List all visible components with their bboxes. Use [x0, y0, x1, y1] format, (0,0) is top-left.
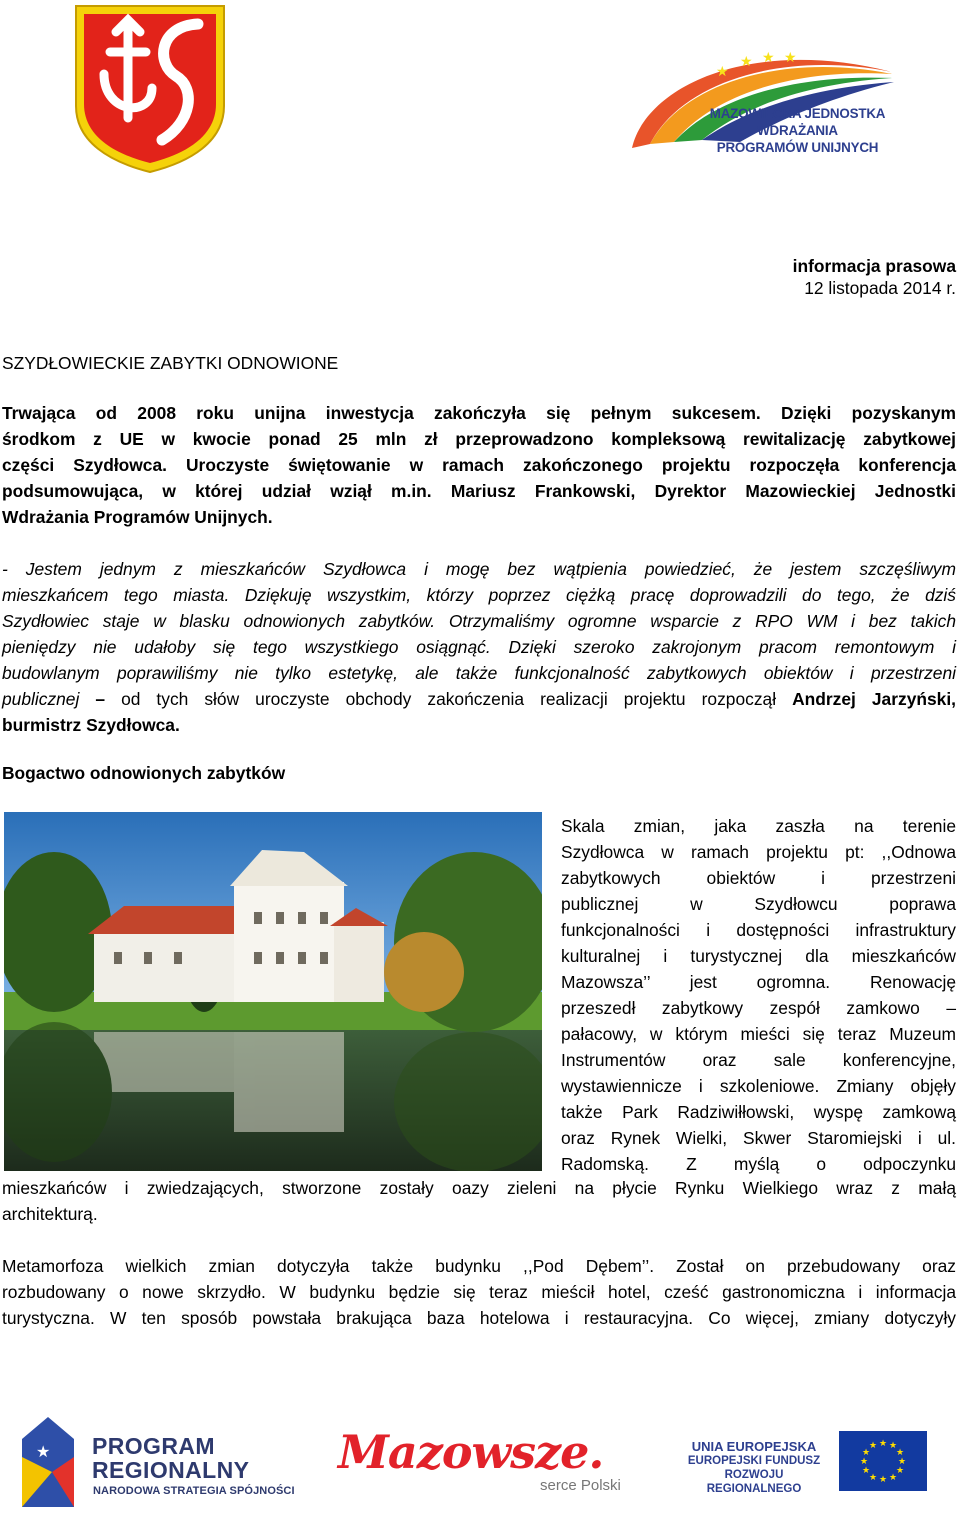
mjwpu-logo — [622, 26, 902, 166]
program-line-1: PROGRAM — [92, 1433, 215, 1459]
svg-text:★: ★ — [895, 1448, 905, 1458]
lead-line: środkom z UE w kwocie ponad 25 mln zł przeprowadzono kompleksową rewitalizację zabytkowej — [2, 429, 956, 449]
eu-title: UNIA EUROPEJSKA — [691, 1439, 817, 1454]
svg-text:★: ★ — [861, 1448, 871, 1458]
program-regionalny-icon — [22, 1417, 74, 1507]
press-info — [793, 255, 956, 299]
svg-text:★: ★ — [36, 1442, 51, 1461]
svg-text:★: ★ — [888, 1441, 898, 1451]
mjwpu-line-1: MAZOWIECKA JEDNOSTKA — [709, 106, 886, 121]
lead-paragraph — [2, 400, 956, 530]
side-line: Mazowsza’’ jest ogromna. Renowację — [561, 972, 956, 992]
quote-line: mieszkańcem tego miasta. Dziękuję wszystkim, którzy poprzez ciężką pracę doprowadzili do tego, że dziś — [2, 585, 956, 605]
quote-tail-normal: od tych słów uroczyste obchody zakończenia realizacji projektu rozpoczął — [121, 689, 793, 709]
side-line: zabytkowych obiektów i przestrzeni — [561, 868, 956, 888]
metamorphosis-line: turystyczna. W ten sposób powstała brakująca baza hotelowa i restauracyjna. Co więcej, zmiany dotyczyły — [2, 1308, 956, 1328]
side-line: przeszedł zabytkowy zespół zamkowo – — [561, 998, 956, 1018]
side-line: także Park Radziwiłłowski, wyspę zamkową — [561, 1102, 956, 1122]
mazowsze-tagline: serce Polski — [540, 1477, 621, 1494]
svg-text:★: ★ — [878, 1439, 888, 1449]
quote-attribution-line — [2, 686, 956, 712]
castle-photo — [4, 812, 542, 1171]
mazowsze-logo: Mazowsze. — [338, 1425, 604, 1479]
program-line-2: REGIONALNY — [92, 1457, 250, 1483]
press-date: 12 listopada 2014 r. — [804, 278, 956, 298]
svg-text:★: ★ — [868, 1473, 878, 1483]
side-line: Szydłowca w ramach projektu pt: ,,Odnowa — [561, 842, 956, 862]
article-title: SZYDŁOWIECKIE ZABYTKI ODNOWIONE — [2, 353, 339, 373]
svg-text:★: ★ — [878, 1475, 888, 1485]
continuation-line: mieszkańców i zwiedzających, stworzone zostały oazy zieleni na płycie Rynku Wielkiego wraz z małą — [2, 1178, 956, 1198]
continuation-line: architekturą. — [2, 1204, 98, 1224]
svg-text:★: ★ — [859, 1457, 869, 1467]
lead-line: Wdrażania Programów Unijnych. — [2, 507, 273, 527]
lead-line: części Szydłowca. Uroczyste świętowanie w ramach zakończonego projektu rozpoczęła konferencja — [2, 455, 956, 475]
lead-line: Trwająca od 2008 roku unijna inwestycja zakończyła się pełnym sukcesem. Dzięki pozyskanym — [2, 403, 956, 423]
metamorphosis-line: rozbudowany o nowe skrzydło. W budynku będzie się teraz mieścił hotel, cześć gastronomiczna i informacja — [2, 1282, 956, 1302]
quote-line: budowlanym poprawiliśmy nie tylko estetykę, ale także funkcjonalność zabytkowych obiektów i przestrzeni — [2, 663, 956, 683]
quote-tail-italic: publicznej — [2, 689, 80, 709]
quote-speaker-role: burmistrz Szydłowca. — [2, 715, 180, 735]
program-regionalny-subtitle: NARODOWA STRATEGIA SPÓJNOŚCI — [93, 1485, 295, 1497]
continuation-paragraph — [2, 1175, 956, 1227]
side-column-text — [561, 813, 956, 1177]
eu-flag-icon — [839, 1431, 927, 1491]
metamorphosis-paragraph — [2, 1253, 956, 1331]
quote-line: - Jestem jednym z mieszkańców Szydłowca i mogę bez wątpienia powiedzieć, że jestem szczęśliwym — [2, 559, 956, 579]
svg-text:★: ★ — [895, 1466, 905, 1476]
footer-logos — [0, 1405, 960, 1516]
metamorphosis-line: Metamorfoza wielkich zmian dotyczyła także budynku ,,Pod Dębem’’. Został on przebudowany oraz — [2, 1256, 956, 1276]
eu-fund-line-2: ROZWOJU REGIONALNEGO — [706, 1469, 802, 1495]
side-line: Skala zmian, jaka zaszła na terenie — [561, 816, 956, 836]
press-label: informacja prasowa — [792, 256, 956, 276]
side-line: Radomską. Z myślą o odpoczynku — [561, 1154, 956, 1174]
svg-text:★: ★ — [897, 1457, 907, 1467]
lead-line: podsumowująca, w której udział wziął m.in. Mariusz Frankowski, Dyrektor Mazowieckiej Jednostki — [2, 481, 956, 501]
quote-line: Szydłowiec staje w blasku odnowionych zabytków. Otrzymaliśmy ogromne wsparcie z RPO WM i bez takich — [2, 611, 956, 631]
quote-tail-dash: – — [79, 689, 122, 709]
side-line: wystawiennicze i szkoleniowe. Zmiany objęły — [561, 1076, 956, 1096]
mjwpu-line-2: WDRAŻANIA — [757, 123, 838, 138]
svg-text:★: ★ — [784, 50, 797, 66]
quote-line: pieniędzy nie udałoby się tego wszystkiego osiągnąć. Dzięki szeroko zakrojonym pracom remontowym i — [2, 637, 956, 657]
svg-text:★: ★ — [868, 1441, 878, 1451]
mjwpu-line-3: PROGRAMÓW UNIJNYCH — [716, 140, 879, 155]
side-line: funkcjonalności i dostępności infrastruktury — [561, 920, 956, 940]
side-line: pałacowy, w którym mieści się teraz Muzeum — [561, 1024, 956, 1044]
program-regionalny-logo-text — [92, 1434, 249, 1482]
side-line: oraz Rynek Wielki, Skwer Staromiejski i ul. — [561, 1128, 956, 1148]
svg-text:★: ★ — [716, 64, 729, 80]
section-heading: Bogactwo odnowionych zabytków — [2, 763, 286, 783]
svg-text:★: ★ — [861, 1466, 871, 1476]
svg-text:★: ★ — [762, 50, 775, 66]
eu-logo-text — [676, 1440, 832, 1496]
svg-text:★: ★ — [740, 54, 753, 70]
quote-paragraph — [2, 556, 956, 738]
side-line: kulturalnej i turystycznej dla mieszkańców — [561, 946, 956, 966]
szydlowiec-coat-of-arms-logo — [70, 2, 230, 174]
eu-fund-line-1: EUROPEJSKI FUNDUSZ — [687, 1455, 821, 1467]
svg-text:★: ★ — [888, 1473, 898, 1483]
quote-speaker: Andrzej Jarzyński, — [792, 689, 956, 709]
mjwpu-logo-text — [695, 105, 900, 156]
side-line: Instrumentów oraz sale konferencyjne, — [561, 1050, 956, 1070]
side-line: publicznej w Szydłowcu poprawa — [561, 894, 956, 914]
